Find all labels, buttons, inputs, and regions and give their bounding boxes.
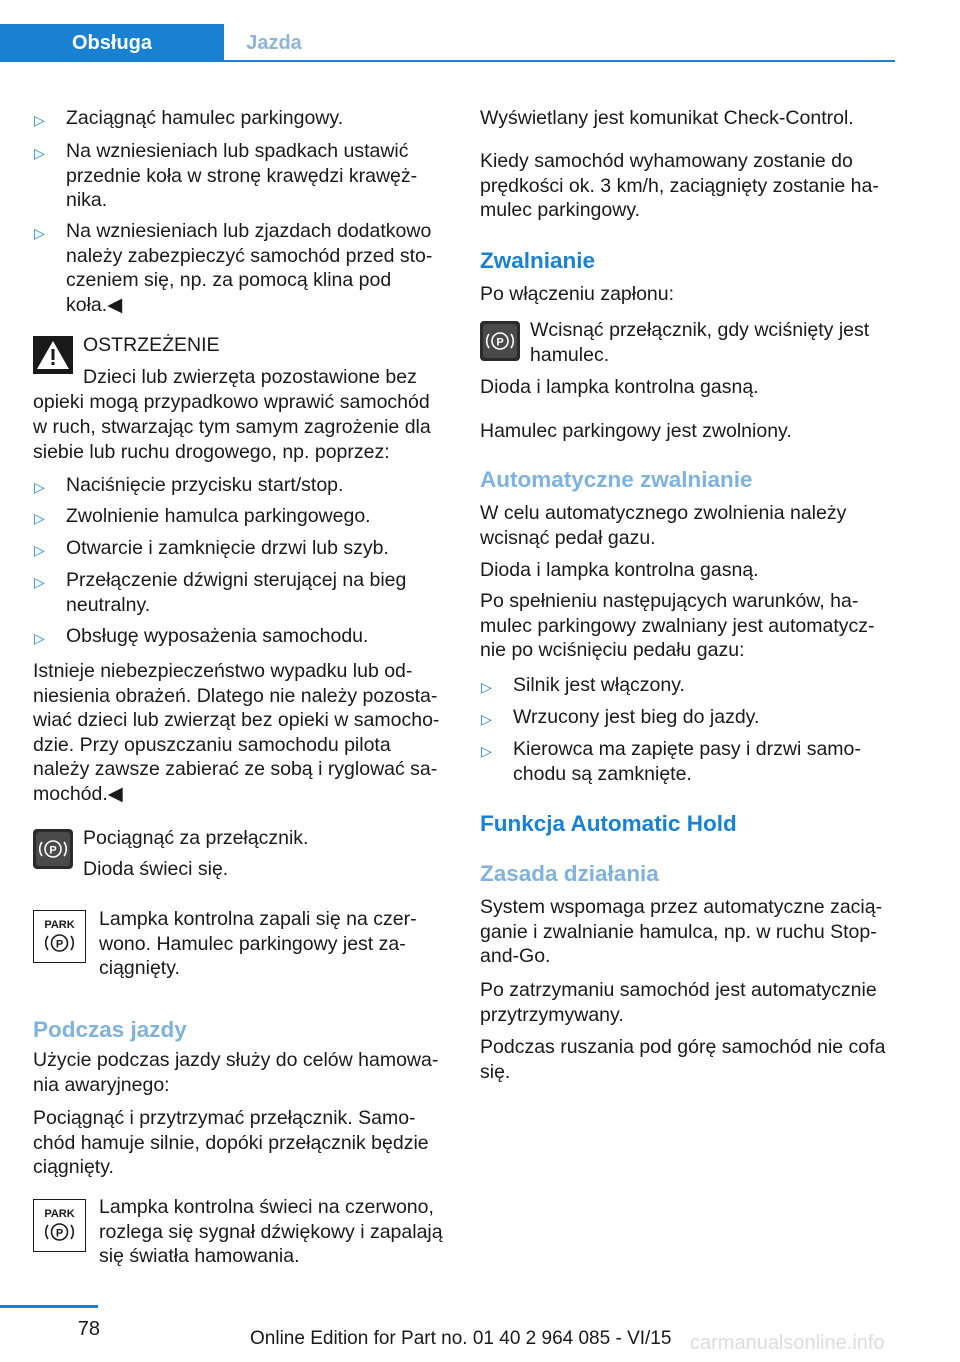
heading-podczas-jazdy: Podczas jazdy (33, 1017, 187, 1042)
bullet-icon: ▷ (34, 479, 45, 495)
warning-icon (33, 336, 73, 374)
svg-text:PARK: PARK (44, 1208, 75, 1220)
pull-switch-text: Pociągnąć za przełącznik. (83, 827, 309, 849)
list-item: Wrzucony jest bieg do jazdy. (513, 706, 760, 728)
press-switch-text: Wcisnąć przełącznik, gdy wciśnięty jest hamulec. (530, 319, 870, 366)
list-item: Przełączenie dźwigni sterującej na bieg neutralny. (66, 569, 407, 616)
bullet-icon: ▷ (481, 743, 492, 759)
auto-release-text: W celu automatycznego zwolnienia należy wcisnąć pedał gazu. (480, 502, 847, 549)
heading-automatic-hold: Funkcja Automatic Hold (480, 811, 737, 836)
heading-automatyczne-zwalnianie: Automatyczne zwalnianie (480, 467, 753, 492)
bullet-icon: ▷ (34, 225, 45, 241)
leds-off-text: Dioda i lampka kontrolna gasną. (480, 559, 759, 581)
led-on-text: Dioda świeci się. (83, 858, 229, 880)
ignition-text: Po włączeniu zapłonu: (480, 283, 675, 305)
list-item: Silnik jest włączony. (513, 674, 685, 696)
lamp-red-text: Lampka kontrolna świeci na czerwono, rozlega się sygnał dźwiękowy i zapalają się światła hamowania. (99, 1196, 443, 1267)
danger-text: Istnieje niebezpieczeństwo wypadku lub od- niesienia obrażeń. Dlatego nie należy pozosta- wiać dzieci lub zwierząt bez opieki w samocho- dzie. Przy opuszczaniu samochodu pilota należy zawsze zabierać ze sobą i ryglować sa- mochód.◀ (33, 660, 440, 805)
principle-text: System wspomaga przez automatyczne zacią- ganie i zwalnianie hamulca, np. w ruchu Stop- and-Go. (480, 896, 883, 967)
bullet-icon: ▷ (34, 630, 45, 646)
tab-jazda[interactable]: Jazda (246, 32, 302, 54)
bullet-icon: ▷ (481, 711, 492, 727)
conditions-text: Po spełnieniu następujących warunków, ha- mulec parkingowy zwalniany jest automatycz- nie po wciśnięciu pedału gazu: (480, 590, 875, 661)
warning-line: opieki mogą przypadkowo wprawić samochód (33, 391, 430, 413)
bullet-icon: ▷ (34, 510, 45, 526)
tab-obsluga[interactable]: Obsługa (0, 24, 224, 62)
driving-text: Użycie podczas jazdy służy do celów hamowa- nia awaryjnego: (33, 1049, 439, 1096)
bullet-icon: ▷ (34, 574, 45, 590)
list-item: Na wzniesieniach lub spadkach ustawić przednie koła w stronę krawędzi krawęż- nika. (66, 140, 418, 211)
list-item: Zwolnienie hamulca parkingowego. (66, 505, 371, 527)
park-lamp-text: Lampka kontrolna zapali się na czer- wono. Hamulec parkingowy jest za- ciągnięty. (99, 908, 417, 979)
pull-hold-text: Pociągnąć i przytrzymać przełącznik. Samo- chód hamuje silnie, dopóki przełącznik będzie ciągnięty. (33, 1107, 429, 1178)
edition-text: Online Edition for Part no. 01 40 2 964 085 - VI/15 (250, 1328, 672, 1349)
watermark: carmanualsonline.info (690, 1332, 885, 1354)
svg-text:P: P (49, 844, 57, 857)
leds-off-text: Dioda i lampka kontrolna gasną. (480, 376, 759, 398)
uphill-text: Podczas ruszania pod górę samochód nie cofa się. (480, 1036, 886, 1083)
park-indicator-icon (33, 1199, 86, 1252)
list-item: Otwarcie i zamknięcie drzwi lub szyb. (66, 537, 389, 559)
footer-rule (0, 1305, 98, 1308)
released-text: Hamulec parkingowy jest zwolniony. (480, 420, 792, 442)
warning-line: w ruch, stwarzając tym samym zagrożenie dla (33, 416, 431, 438)
list-item: Kierowca ma zapięte pasy i drzwi samo- chodu są zamknięte. (513, 738, 861, 785)
warning-line: Dzieci lub zwierzęta pozostawione bez (83, 366, 417, 388)
stop-text: Po zatrzymaniu samochód jest automatycznie przytrzymywany. (480, 979, 877, 1026)
warning-line: siebie lub ruchu drogowego, np. poprzez: (33, 441, 390, 463)
warning-title: OSTRZEŻENIE (83, 334, 220, 356)
svg-text:P: P (55, 938, 64, 951)
bullet-icon: ▷ (34, 112, 45, 128)
park-indicator-icon (33, 910, 86, 963)
svg-text:P: P (55, 1227, 64, 1240)
speed-text: Kiedy samochód wyhamowany zostanie do prędkości ok. 3 km/h, zaciągnięty zostanie ha- mulec parkingowy. (480, 150, 879, 221)
bullet-icon: ▷ (34, 145, 45, 161)
parking-brake-switch-icon (480, 321, 520, 361)
heading-zwalnianie: Zwalnianie (480, 248, 596, 273)
page-number: 78 (77, 1318, 100, 1340)
list-item: Na wzniesieniach lub zjazdach dodatkowo należy zabezpieczyć samochód przed sto- czeniem się, np. za pomocą klina pod koła.◀ (66, 220, 433, 316)
svg-text:P: P (496, 336, 504, 349)
list-item: Obsługę wyposażenia samochodu. (66, 625, 369, 647)
parking-brake-switch-icon (33, 829, 73, 869)
list-item: Zaciągnąć hamulec parkingowy. (66, 107, 344, 129)
header-rule (224, 60, 895, 62)
heading-zasada-dzialania: Zasada działania (480, 861, 659, 886)
svg-text:PARK: PARK (44, 919, 75, 931)
list-item: Naciśnięcie przycisku start/stop. (66, 474, 344, 496)
check-control-text: Wyświetlany jest komunikat Check-Control. (480, 107, 854, 129)
bullet-icon: ▷ (481, 679, 492, 695)
bullet-icon: ▷ (34, 542, 45, 558)
